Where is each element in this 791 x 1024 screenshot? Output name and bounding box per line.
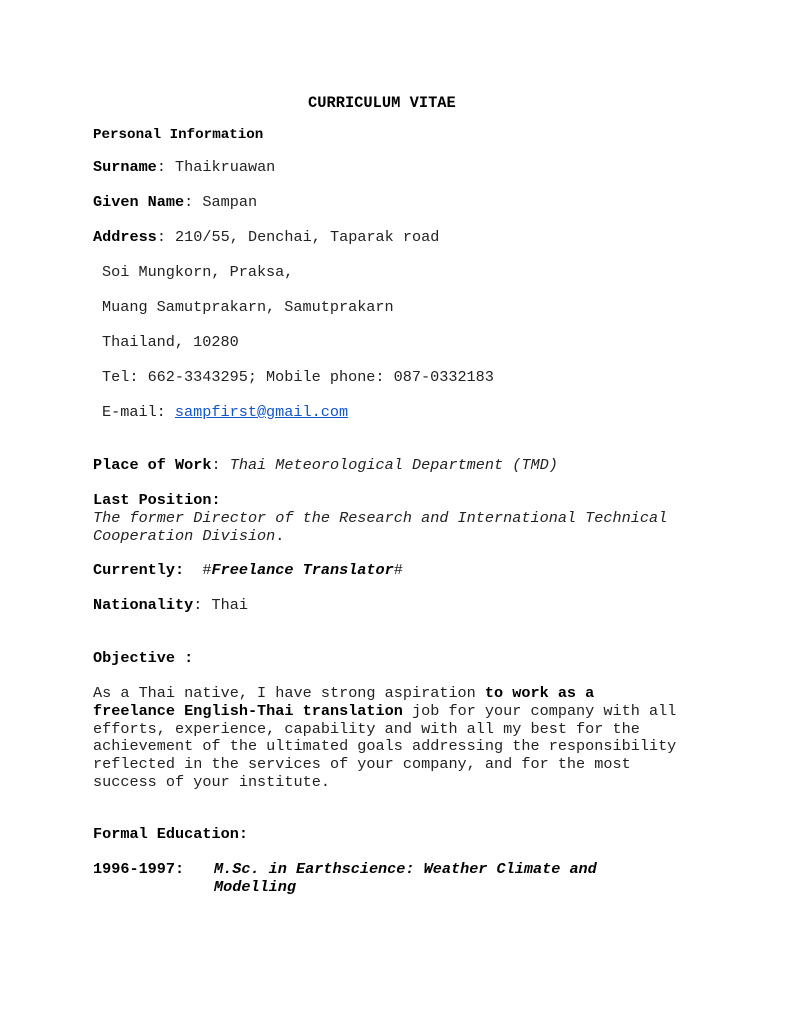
objective-line6: success of your institute.: [93, 773, 330, 791]
objective-line1-pre: As a Thai native, I have strong aspiration: [93, 684, 485, 702]
nationality-row: [93, 597, 248, 615]
last-position-line1: The former Director of the Research and International Technical: [93, 509, 668, 527]
education-degree-line1: M.Sc. in Earthscience: Weather Climate and: [214, 860, 597, 878]
address-line3: Muang Samutprakarn, Samutprakarn: [102, 298, 394, 316]
email-label: E-mail:: [102, 403, 175, 421]
surname-value: Thaikruawan: [175, 158, 276, 176]
place-of-work-value: Thai Meteorological Department (TMD): [229, 456, 558, 474]
given-name-value: Sampan: [202, 193, 258, 211]
address-line2: Soi Mungkorn, Praksa,: [102, 263, 294, 281]
last-position-line2: Cooperation Division: [93, 527, 276, 545]
address-line4: Thailand, 10280: [102, 333, 239, 351]
objective-line1: [93, 685, 594, 703]
given-name-row: [93, 194, 257, 212]
last-position-line2-row: [93, 528, 284, 546]
surname-row: [93, 159, 275, 177]
formal-education-label: Formal Education:: [93, 825, 248, 843]
label-colon: :: [156, 228, 176, 246]
address-row: [93, 229, 439, 247]
education-years: 1996-1997:: [93, 860, 185, 878]
nationality-label: Nationality: [93, 596, 194, 614]
place-of-work-row: [93, 457, 558, 475]
currently-label: Currently:: [93, 561, 185, 579]
objective-line5: reflected in the services of your company, and for the most: [93, 755, 631, 773]
objective-line1-bold: to work as a: [484, 684, 595, 702]
objective-line2: [93, 703, 676, 721]
currently-row: [93, 562, 403, 580]
spacer: #: [184, 561, 212, 579]
given-name-label: Given Name: [93, 193, 185, 211]
label-colon: :: [193, 596, 212, 614]
objective-line2-post: job for your company with all: [402, 702, 677, 720]
page-title: CURRICULUM VITAE: [308, 94, 456, 112]
label-colon: :: [211, 456, 230, 474]
surname-label: Surname: [93, 158, 157, 176]
nationality-value: Thai: [211, 596, 248, 614]
email-link[interactable]: sampfirst@gmail.com: [174, 403, 349, 421]
address-label: Address: [93, 228, 157, 246]
hash: #: [393, 561, 403, 579]
email-row: [102, 404, 348, 422]
label-colon: :: [156, 158, 176, 176]
objective-line3: efforts, experience, capability and with all my best for the: [93, 720, 640, 738]
phone-line: Tel: 662-3343295; Mobile phone: 087-0332183: [102, 368, 494, 386]
last-position-label: Last Position:: [93, 491, 221, 509]
period: .: [275, 527, 285, 545]
education-degree-line2: Modelling: [214, 878, 297, 896]
address-line1: 210/55, Denchai, Taparak road: [175, 228, 440, 246]
objective-line2-bold: freelance English-Thai translation: [93, 702, 403, 720]
personal-information-heading: Personal Information: [93, 127, 264, 143]
objective-line4: achievement of the ultimated goals addressing the responsibility: [93, 737, 677, 755]
label-colon: :: [184, 193, 203, 211]
currently-value: Freelance Translator: [211, 561, 394, 579]
objective-label: Objective :: [93, 649, 194, 667]
place-of-work-label: Place of Work: [93, 456, 212, 474]
